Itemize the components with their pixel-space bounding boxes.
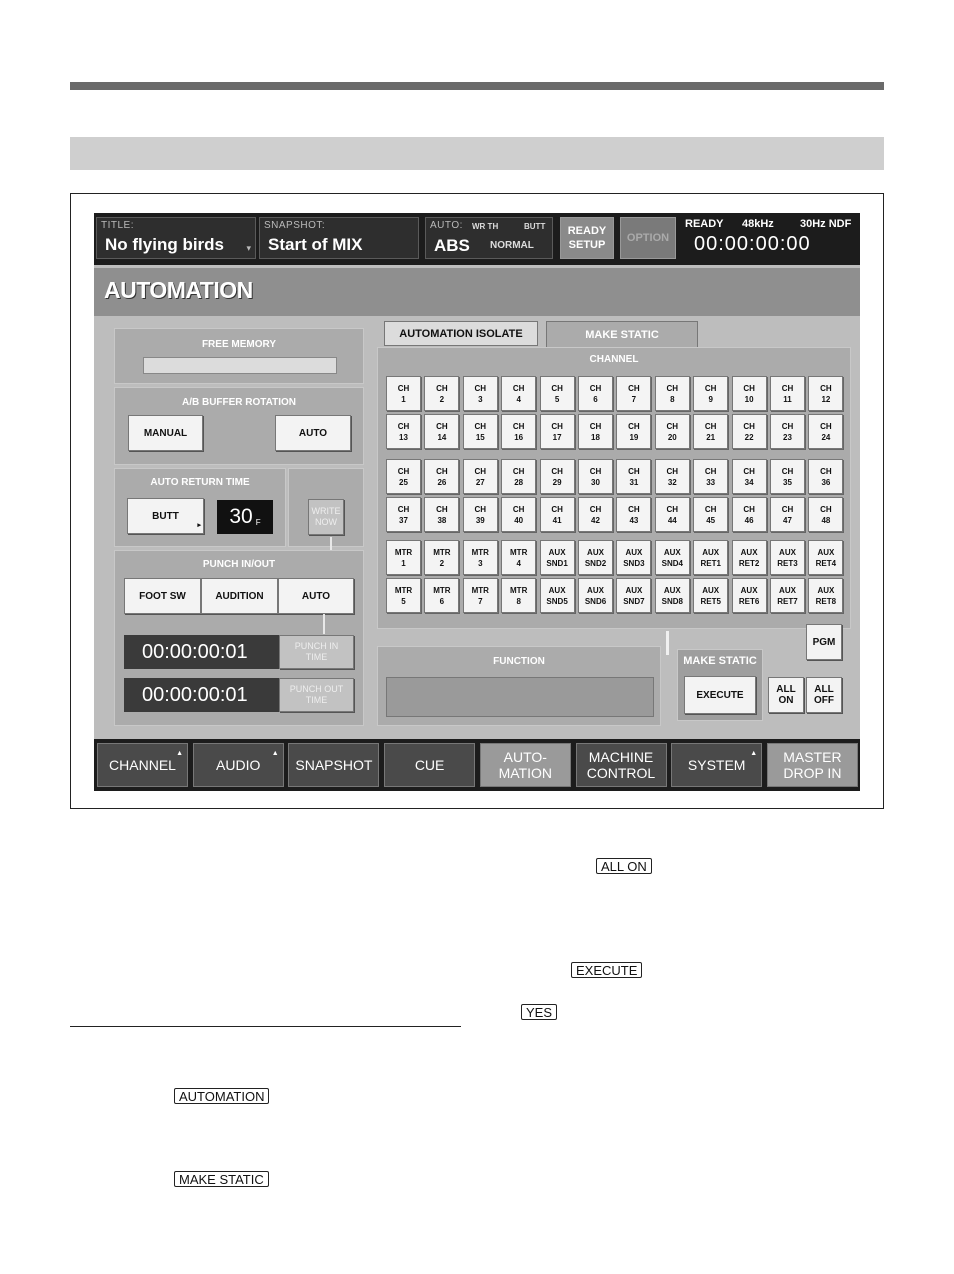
channel-button[interactable]: CH 15 <box>463 414 498 449</box>
channel-button[interactable]: AUX SND6 <box>578 578 613 613</box>
nav-tab[interactable]: AUTO- MATION <box>480 743 571 787</box>
channel-panel <box>377 347 851 629</box>
channel-button[interactable]: CH 31 <box>616 459 651 494</box>
channel-button[interactable]: CH 47 <box>770 497 805 532</box>
punch-panel <box>114 550 364 726</box>
auto-return-label: AUTO RETURN TIME <box>150 477 250 488</box>
title-value: No flying birds <box>105 235 224 254</box>
channel-button[interactable]: CH 40 <box>501 497 536 532</box>
header-rule <box>70 82 884 90</box>
nav-tab[interactable]: MACHINE CONTROL <box>576 743 667 787</box>
auto-return-panel <box>114 468 286 547</box>
status-rate: 48kHz <box>742 218 774 230</box>
channel-button[interactable]: AUX RET2 <box>732 540 767 575</box>
punch-in-timecode[interactable]: 00:00:00:01 <box>124 635 279 669</box>
channel-button[interactable]: CH 28 <box>501 459 536 494</box>
channel-button[interactable]: CH 7 <box>616 376 651 411</box>
channel-button[interactable]: CH 19 <box>616 414 651 449</box>
channel-button[interactable]: AUX SND3 <box>616 540 651 575</box>
channel-button[interactable]: CH 27 <box>463 459 498 494</box>
channel-button[interactable]: AUX RET7 <box>770 578 805 613</box>
all-on-button[interactable]: ALL ON <box>768 677 804 713</box>
all-off-button[interactable]: ALL OFF <box>806 677 842 713</box>
channel-label: CHANNEL <box>589 354 639 365</box>
auto-label: AUTO: <box>430 220 463 231</box>
channel-button[interactable]: CH 4 <box>501 376 536 411</box>
channel-button[interactable]: CH 33 <box>693 459 728 494</box>
tab-automation-isolate[interactable]: AUTOMATION ISOLATE <box>384 321 538 346</box>
channel-button[interactable]: CH 6 <box>578 376 613 411</box>
channel-button[interactable]: CH 12 <box>808 376 843 411</box>
auto-value: ABS <box>434 236 470 255</box>
section-band <box>70 137 884 170</box>
title-label: TITLE: <box>101 220 135 231</box>
timecode-display: 00:00:00:00 <box>694 233 811 255</box>
snapshot-value: Start of MIX <box>268 235 363 254</box>
channel-button[interactable]: CH 23 <box>770 414 805 449</box>
option-button[interactable]: OPTION <box>620 217 676 259</box>
pgm-button[interactable]: PGM <box>806 624 842 660</box>
bottom-nav <box>94 739 860 791</box>
channel-button[interactable]: AUX RET4 <box>808 540 843 575</box>
channel-button[interactable]: CH 37 <box>386 497 421 532</box>
channel-button[interactable]: CH 30 <box>578 459 613 494</box>
function-panel <box>377 646 661 726</box>
tab-make-static[interactable]: MAKE STATIC <box>546 321 698 348</box>
channel-button[interactable]: CH 25 <box>386 459 421 494</box>
channel-button[interactable]: AUX RET6 <box>732 578 767 613</box>
key-execute: EXECUTE <box>571 962 642 978</box>
title-field[interactable] <box>96 217 256 259</box>
auto-wt: WR TH <box>472 222 499 231</box>
page-title-bar <box>94 268 860 316</box>
ready-setup-button[interactable]: READY SETUP <box>560 217 614 259</box>
channel-button[interactable]: AUX SND7 <box>616 578 651 613</box>
dropdown-icon: ▾ <box>246 243 251 253</box>
key-automation: AUTOMATION <box>174 1088 269 1104</box>
channel-button[interactable]: CH 46 <box>732 497 767 532</box>
key-all-on: ALL ON <box>596 858 652 874</box>
channel-button[interactable]: CH 42 <box>578 497 613 532</box>
nav-tab[interactable]: SYSTEM ▲ <box>671 743 762 787</box>
snapshot-label: SNAPSHOT: <box>264 220 326 231</box>
channel-button[interactable]: CH 24 <box>808 414 843 449</box>
punch-out-time-button[interactable]: PUNCH OUT TIME <box>279 678 354 712</box>
channel-button[interactable]: AUX SND5 <box>540 578 575 613</box>
manual-button[interactable]: MANUAL <box>128 415 203 451</box>
channel-button[interactable]: MTR 8 <box>501 578 536 613</box>
channel-button[interactable]: CH 48 <box>808 497 843 532</box>
channel-button[interactable]: CH 26 <box>424 459 459 494</box>
channel-button[interactable]: CH 20 <box>655 414 690 449</box>
channel-button[interactable]: CH 41 <box>540 497 575 532</box>
channel-button[interactable]: CH 16 <box>501 414 536 449</box>
channel-button[interactable]: AUX SND1 <box>540 540 575 575</box>
page-title: AUTOMATION <box>104 277 253 303</box>
channel-button[interactable]: AUX RET1 <box>693 540 728 575</box>
channel-button[interactable]: CH 45 <box>693 497 728 532</box>
channel-button[interactable]: CH 9 <box>693 376 728 411</box>
channel-button[interactable]: MTR 1 <box>386 540 421 575</box>
make-static-label: MAKE STATIC <box>683 655 757 667</box>
nav-tab[interactable]: CHANNEL ▲ <box>97 743 188 787</box>
status-ready: READY <box>685 218 724 230</box>
channel-button[interactable]: AUX RET3 <box>770 540 805 575</box>
channel-button[interactable]: CH 36 <box>808 459 843 494</box>
channel-button[interactable]: CH 34 <box>732 459 767 494</box>
channel-button[interactable]: CH 17 <box>540 414 575 449</box>
punch-label: PUNCH IN/OUT <box>202 559 276 570</box>
buffer-auto-button[interactable]: AUTO <box>275 415 351 451</box>
channel-button[interactable]: MTR 6 <box>424 578 459 613</box>
channel-button[interactable]: CH 22 <box>732 414 767 449</box>
status-bar <box>94 213 860 265</box>
channel-button[interactable]: CH 1 <box>386 376 421 411</box>
channel-button[interactable]: AUX SND2 <box>578 540 613 575</box>
free-memory-panel <box>114 328 364 384</box>
section-divider <box>70 1026 461 1027</box>
channel-button[interactable]: AUX SND4 <box>655 540 690 575</box>
execute-button[interactable]: EXECUTE <box>684 676 756 714</box>
channel-button[interactable]: CH 13 <box>386 414 421 449</box>
nav-tab[interactable]: SNAPSHOT <box>288 743 379 787</box>
write-now-panel <box>288 468 364 547</box>
channel-button[interactable]: AUX RET5 <box>693 578 728 613</box>
free-memory-label: FREE MEMORY <box>201 339 277 350</box>
punch-auto-button[interactable]: AUTO <box>278 578 354 614</box>
channel-button[interactable]: CH 18 <box>578 414 613 449</box>
key-make-static: MAKE STATIC <box>174 1171 269 1187</box>
channel-button[interactable]: CH 44 <box>655 497 690 532</box>
channel-button[interactable]: MTR 5 <box>386 578 421 613</box>
audition-button[interactable]: AUDITION <box>201 578 278 614</box>
channel-button[interactable]: CH 8 <box>655 376 690 411</box>
return-time-display[interactable]: 30 F <box>217 500 273 534</box>
nav-tab[interactable]: AUDIO ▲ <box>193 743 284 787</box>
caret-up-icon: ▲ <box>271 750 279 757</box>
ab-buffer-panel <box>114 387 364 465</box>
channel-button[interactable]: AUX RET8 <box>808 578 843 613</box>
write-now-button[interactable]: WRITE NOW <box>308 499 344 535</box>
automation-screen <box>94 213 860 791</box>
channel-button[interactable]: CH 43 <box>616 497 651 532</box>
channel-button[interactable]: CH 11 <box>770 376 805 411</box>
channel-button[interactable]: MTR 4 <box>501 540 536 575</box>
make-static-panel <box>677 649 763 721</box>
auto-butt: BUTT <box>524 222 546 231</box>
channel-button[interactable]: CH 2 <box>424 376 459 411</box>
channel-button[interactable]: CH 35 <box>770 459 805 494</box>
butt-button[interactable]: BUTT ▸ <box>127 498 204 534</box>
channel-button[interactable]: CH 21 <box>693 414 728 449</box>
auto-mode-field[interactable] <box>425 217 553 259</box>
channel-button[interactable]: AUX SND8 <box>655 578 690 613</box>
function-label: FUNCTION <box>493 656 545 667</box>
ab-buffer-label: A/B BUFFER ROTATION <box>181 397 297 408</box>
channel-button[interactable]: CH 38 <box>424 497 459 532</box>
punch-in-time-button[interactable]: PUNCH IN TIME <box>279 635 354 669</box>
channel-button[interactable]: CH 29 <box>540 459 575 494</box>
caret-up-icon: ▲ <box>176 750 183 757</box>
nav-tab[interactable]: MASTER DROP IN <box>767 743 858 787</box>
channel-button[interactable]: CH 5 <box>540 376 575 411</box>
auto-mode: NORMAL <box>490 240 534 251</box>
divider-mark <box>666 631 669 655</box>
channel-button[interactable]: MTR 2 <box>424 540 459 575</box>
channel-button[interactable]: CH 3 <box>463 376 498 411</box>
status-fps: 30Hz NDF <box>800 218 852 230</box>
snapshot-field[interactable] <box>259 217 419 259</box>
channel-button[interactable]: CH 14 <box>424 414 459 449</box>
punch-out-timecode[interactable]: 00:00:00:01 <box>124 678 279 712</box>
link-line-2 <box>323 614 325 634</box>
foot-sw-button[interactable]: FOOT SW <box>124 578 201 614</box>
key-yes: YES <box>521 1004 557 1020</box>
arrow-right-icon: ▸ <box>197 522 201 529</box>
free-memory-bar <box>143 357 337 374</box>
caret-up-icon: ▲ <box>750 750 758 757</box>
channel-button[interactable]: MTR 3 <box>463 540 498 575</box>
channel-button[interactable]: CH 32 <box>655 459 690 494</box>
channel-button[interactable]: CH 10 <box>732 376 767 411</box>
channel-button[interactable]: MTR 7 <box>463 578 498 613</box>
channel-button[interactable]: CH 39 <box>463 497 498 532</box>
function-display <box>386 677 654 717</box>
nav-tab[interactable]: CUE <box>384 743 475 787</box>
